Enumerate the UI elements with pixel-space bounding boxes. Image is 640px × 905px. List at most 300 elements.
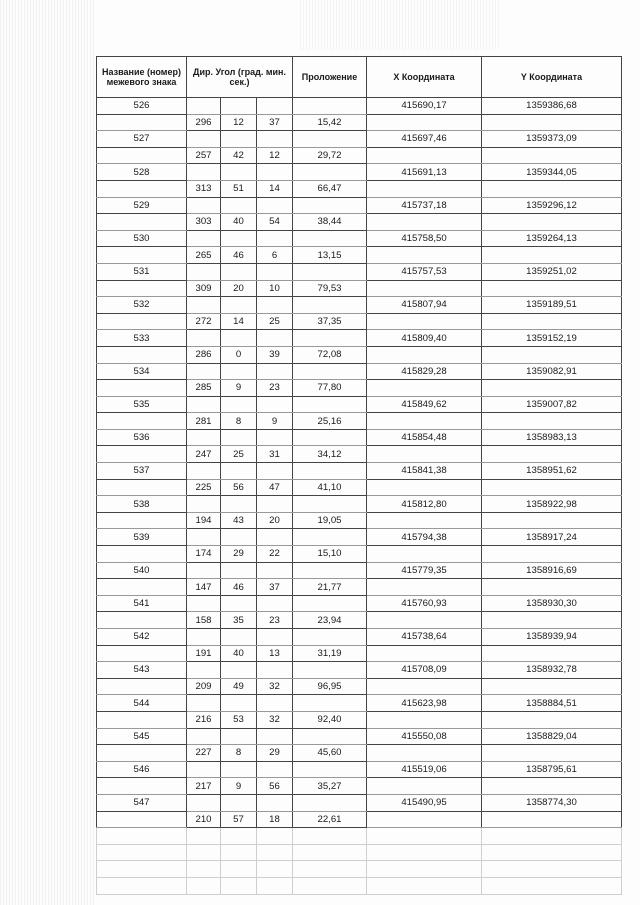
empty-cell: [257, 695, 293, 712]
angle-degrees-cell: 313: [187, 180, 221, 197]
table-row: [97, 479, 622, 496]
empty-cell: [97, 280, 187, 297]
angle-degrees-cell: 209: [187, 678, 221, 695]
angle-degrees-cell: 217: [187, 778, 221, 795]
empty-cell: [221, 98, 257, 115]
empty-cell: [293, 761, 367, 778]
faded-table-row: [97, 861, 622, 878]
empty-cell: [97, 612, 187, 629]
empty-cell: [293, 330, 367, 347]
empty-cell: [293, 562, 367, 579]
table-row: [97, 728, 622, 745]
distance-cell: 22,61: [293, 811, 367, 828]
angle-minutes-cell: 9: [221, 380, 257, 397]
angle-minutes-cell: 57: [221, 811, 257, 828]
empty-cell: [97, 346, 187, 363]
empty-cell: [97, 861, 187, 878]
empty-cell: [187, 396, 221, 413]
empty-cell: [367, 678, 482, 695]
empty-cell: [482, 147, 622, 164]
angle-degrees-cell: 216: [187, 711, 221, 728]
angle-minutes-cell: 40: [221, 645, 257, 662]
mark-name-cell: 544: [97, 695, 187, 712]
angle-minutes-cell: 35: [221, 612, 257, 629]
y-coordinate-cell: 1359007,82: [482, 396, 622, 413]
angle-minutes-cell: 29: [221, 546, 257, 563]
empty-cell: [257, 662, 293, 679]
empty-cell: [187, 98, 221, 115]
table-row: [97, 695, 622, 712]
angle-seconds-cell: 56: [257, 778, 293, 795]
empty-cell: [97, 512, 187, 529]
distance-cell: 23,94: [293, 612, 367, 629]
empty-cell: [187, 429, 221, 446]
empty-cell: [257, 844, 293, 861]
table-row: [97, 662, 622, 679]
empty-cell: [482, 811, 622, 828]
scan-noise-left: [0, 0, 96, 905]
angle-minutes-cell: 42: [221, 147, 257, 164]
y-coordinate-cell: 1358951,62: [482, 463, 622, 480]
empty-cell: [367, 745, 482, 762]
angle-minutes-cell: 49: [221, 678, 257, 695]
empty-cell: [367, 147, 482, 164]
distance-cell: 13,15: [293, 247, 367, 264]
empty-cell: [257, 529, 293, 546]
angle-seconds-cell: 31: [257, 446, 293, 463]
empty-cell: [221, 828, 257, 845]
angle-seconds-cell: 39: [257, 346, 293, 363]
mark-name-cell: 540: [97, 562, 187, 579]
empty-cell: [293, 861, 367, 878]
table-row: [97, 546, 622, 563]
x-coordinate-cell: 415779,35: [367, 562, 482, 579]
angle-seconds-cell: 37: [257, 579, 293, 596]
x-coordinate-cell: 415490,95: [367, 794, 482, 811]
empty-cell: [367, 479, 482, 496]
empty-cell: [367, 413, 482, 430]
empty-cell: [221, 761, 257, 778]
empty-cell: [257, 396, 293, 413]
empty-cell: [482, 313, 622, 330]
angle-degrees-cell: 227: [187, 745, 221, 762]
table-row: [97, 645, 622, 662]
mark-name-cell: 533: [97, 330, 187, 347]
distance-cell: 41,10: [293, 479, 367, 496]
y-coordinate-cell: 1358774,30: [482, 794, 622, 811]
empty-cell: [482, 247, 622, 264]
empty-cell: [221, 662, 257, 679]
y-coordinate-cell: 1358917,24: [482, 529, 622, 546]
x-coordinate-cell: 415690,17: [367, 98, 482, 115]
empty-cell: [187, 595, 221, 612]
angle-seconds-cell: 54: [257, 214, 293, 231]
empty-cell: [257, 629, 293, 646]
angle-seconds-cell: 47: [257, 479, 293, 496]
empty-cell: [367, 512, 482, 529]
empty-cell: [482, 512, 622, 529]
empty-cell: [367, 861, 482, 878]
angle-seconds-cell: 10: [257, 280, 293, 297]
table-row: [97, 711, 622, 728]
y-coordinate-cell: 1359386,68: [482, 98, 622, 115]
empty-cell: [97, 844, 187, 861]
table-row: [97, 761, 622, 778]
empty-cell: [293, 794, 367, 811]
empty-cell: [367, 579, 482, 596]
empty-cell: [187, 330, 221, 347]
empty-cell: [293, 828, 367, 845]
header-direction-angle: Дир. Угол (град. мин. сек.): [187, 57, 293, 98]
empty-cell: [257, 728, 293, 745]
table-row: [97, 496, 622, 513]
x-coordinate-cell: 415849,62: [367, 396, 482, 413]
mark-name-cell: 547: [97, 794, 187, 811]
empty-cell: [221, 164, 257, 181]
faded-table-row: [97, 844, 622, 861]
empty-cell: [221, 496, 257, 513]
empty-cell: [187, 728, 221, 745]
empty-cell: [97, 313, 187, 330]
mark-name-cell: 530: [97, 230, 187, 247]
angle-degrees-cell: 191: [187, 645, 221, 662]
empty-cell: [187, 844, 221, 861]
empty-cell: [97, 778, 187, 795]
angle-degrees-cell: 210: [187, 811, 221, 828]
empty-cell: [293, 263, 367, 280]
empty-cell: [293, 595, 367, 612]
empty-cell: [482, 844, 622, 861]
angle-seconds-cell: 9: [257, 413, 293, 430]
y-coordinate-cell: 1359344,05: [482, 164, 622, 181]
table-row: [97, 595, 622, 612]
empty-cell: [293, 297, 367, 314]
y-coordinate-cell: 1359264,13: [482, 230, 622, 247]
mark-name-cell: 537: [97, 463, 187, 480]
empty-cell: [367, 612, 482, 629]
empty-cell: [367, 180, 482, 197]
angle-seconds-cell: 12: [257, 147, 293, 164]
empty-cell: [482, 778, 622, 795]
y-coordinate-cell: 1359189,51: [482, 297, 622, 314]
empty-cell: [221, 877, 257, 894]
empty-cell: [97, 579, 187, 596]
mark-name-cell: 531: [97, 263, 187, 280]
empty-cell: [221, 844, 257, 861]
table-row: [97, 629, 622, 646]
empty-cell: [97, 413, 187, 430]
empty-cell: [367, 645, 482, 662]
angle-minutes-cell: 12: [221, 114, 257, 131]
empty-cell: [97, 546, 187, 563]
empty-cell: [221, 330, 257, 347]
boundary-marks-table: [96, 56, 622, 895]
x-coordinate-cell: 415807,94: [367, 297, 482, 314]
empty-cell: [187, 197, 221, 214]
empty-cell: [293, 131, 367, 148]
distance-cell: 34,12: [293, 446, 367, 463]
empty-cell: [482, 711, 622, 728]
empty-cell: [367, 313, 482, 330]
empty-cell: [187, 695, 221, 712]
table-row: [97, 562, 622, 579]
empty-cell: [482, 877, 622, 894]
angle-minutes-cell: 40: [221, 214, 257, 231]
empty-cell: [97, 678, 187, 695]
empty-cell: [257, 297, 293, 314]
y-coordinate-cell: 1358983,13: [482, 429, 622, 446]
empty-cell: [97, 380, 187, 397]
x-coordinate-cell: 415550,08: [367, 728, 482, 745]
empty-cell: [97, 828, 187, 845]
table-row: [97, 98, 622, 115]
distance-cell: 29,72: [293, 147, 367, 164]
empty-cell: [221, 695, 257, 712]
x-coordinate-cell: 415708,09: [367, 662, 482, 679]
angle-minutes-cell: 25: [221, 446, 257, 463]
header-distance: Проложение: [293, 57, 367, 98]
empty-cell: [187, 363, 221, 380]
empty-cell: [482, 479, 622, 496]
x-coordinate-cell: 415757,53: [367, 263, 482, 280]
empty-cell: [221, 230, 257, 247]
empty-cell: [257, 363, 293, 380]
empty-cell: [187, 164, 221, 181]
empty-cell: [257, 230, 293, 247]
empty-cell: [293, 98, 367, 115]
angle-minutes-cell: 53: [221, 711, 257, 728]
faded-table-row: [97, 877, 622, 894]
empty-cell: [293, 230, 367, 247]
table-row: [97, 529, 622, 546]
x-coordinate-cell: 415737,18: [367, 197, 482, 214]
empty-cell: [482, 214, 622, 231]
empty-cell: [221, 529, 257, 546]
empty-cell: [482, 612, 622, 629]
table-row: [97, 230, 622, 247]
angle-minutes-cell: 56: [221, 479, 257, 496]
mark-name-cell: 529: [97, 197, 187, 214]
table-row: [97, 512, 622, 529]
empty-cell: [257, 197, 293, 214]
y-coordinate-cell: 1359373,09: [482, 131, 622, 148]
empty-cell: [257, 877, 293, 894]
distance-cell: 25,16: [293, 413, 367, 430]
table-row: [97, 678, 622, 695]
angle-degrees-cell: 257: [187, 147, 221, 164]
empty-cell: [482, 346, 622, 363]
x-coordinate-cell: 415809,40: [367, 330, 482, 347]
empty-cell: [482, 645, 622, 662]
empty-cell: [293, 877, 367, 894]
empty-cell: [293, 496, 367, 513]
empty-cell: [97, 446, 187, 463]
table-row: [97, 429, 622, 446]
angle-minutes-cell: 0: [221, 346, 257, 363]
table-row: [97, 463, 622, 480]
distance-cell: 96,95: [293, 678, 367, 695]
empty-cell: [97, 877, 187, 894]
angle-degrees-cell: 303: [187, 214, 221, 231]
angle-degrees-cell: 194: [187, 512, 221, 529]
distance-cell: 77,80: [293, 380, 367, 397]
angle-minutes-cell: 9: [221, 778, 257, 795]
angle-seconds-cell: 13: [257, 645, 293, 662]
empty-cell: [482, 861, 622, 878]
empty-cell: [367, 546, 482, 563]
empty-cell: [221, 794, 257, 811]
empty-cell: [293, 396, 367, 413]
angle-minutes-cell: 46: [221, 247, 257, 264]
empty-cell: [221, 861, 257, 878]
mark-name-cell: 538: [97, 496, 187, 513]
empty-cell: [482, 413, 622, 430]
y-coordinate-cell: 1359251,02: [482, 263, 622, 280]
x-coordinate-cell: 415758,50: [367, 230, 482, 247]
empty-cell: [257, 496, 293, 513]
angle-degrees-cell: 247: [187, 446, 221, 463]
angle-degrees-cell: 265: [187, 247, 221, 264]
angle-degrees-cell: 174: [187, 546, 221, 563]
empty-cell: [97, 645, 187, 662]
empty-cell: [187, 463, 221, 480]
y-coordinate-cell: 1358795,61: [482, 761, 622, 778]
y-coordinate-cell: 1358932,78: [482, 662, 622, 679]
angle-seconds-cell: 32: [257, 678, 293, 695]
empty-cell: [257, 828, 293, 845]
empty-cell: [97, 180, 187, 197]
empty-cell: [187, 629, 221, 646]
distance-cell: 15,10: [293, 546, 367, 563]
empty-cell: [187, 496, 221, 513]
angle-seconds-cell: 20: [257, 512, 293, 529]
empty-cell: [367, 247, 482, 264]
angle-degrees-cell: 286: [187, 346, 221, 363]
mark-name-cell: 542: [97, 629, 187, 646]
distance-cell: 15,42: [293, 114, 367, 131]
empty-cell: [293, 463, 367, 480]
empty-cell: [221, 463, 257, 480]
empty-cell: [482, 678, 622, 695]
distance-cell: 38,44: [293, 214, 367, 231]
empty-cell: [367, 778, 482, 795]
empty-cell: [187, 877, 221, 894]
angle-degrees-cell: 309: [187, 280, 221, 297]
x-coordinate-cell: 415697,46: [367, 131, 482, 148]
empty-cell: [367, 828, 482, 845]
empty-cell: [97, 214, 187, 231]
empty-cell: [97, 114, 187, 131]
empty-cell: [187, 861, 221, 878]
empty-cell: [97, 711, 187, 728]
empty-cell: [257, 861, 293, 878]
empty-cell: [257, 263, 293, 280]
table-header-row: [97, 57, 622, 98]
angle-minutes-cell: 8: [221, 745, 257, 762]
table-row: [97, 131, 622, 148]
empty-cell: [187, 761, 221, 778]
empty-cell: [221, 728, 257, 745]
empty-cell: [482, 745, 622, 762]
empty-cell: [482, 446, 622, 463]
angle-degrees-cell: 225: [187, 479, 221, 496]
x-coordinate-cell: 415854,48: [367, 429, 482, 446]
angle-minutes-cell: 20: [221, 280, 257, 297]
empty-cell: [482, 280, 622, 297]
table-row: [97, 247, 622, 264]
mark-name-cell: 528: [97, 164, 187, 181]
empty-cell: [257, 463, 293, 480]
x-coordinate-cell: 415738,64: [367, 629, 482, 646]
empty-cell: [293, 197, 367, 214]
x-coordinate-cell: 415760,93: [367, 595, 482, 612]
angle-minutes-cell: 14: [221, 313, 257, 330]
y-coordinate-cell: 1358916,69: [482, 562, 622, 579]
mark-name-cell: 527: [97, 131, 187, 148]
table-row: [97, 612, 622, 629]
angle-minutes-cell: 8: [221, 413, 257, 430]
empty-cell: [257, 429, 293, 446]
empty-cell: [367, 811, 482, 828]
empty-cell: [293, 844, 367, 861]
empty-cell: [187, 131, 221, 148]
mark-name-cell: 546: [97, 761, 187, 778]
scan-noise-top: [300, 0, 500, 50]
empty-cell: [221, 131, 257, 148]
empty-cell: [257, 164, 293, 181]
empty-cell: [367, 446, 482, 463]
table-row: [97, 280, 622, 297]
empty-cell: [257, 562, 293, 579]
angle-seconds-cell: 23: [257, 380, 293, 397]
y-coordinate-cell: 1358922,98: [482, 496, 622, 513]
empty-cell: [482, 114, 622, 131]
empty-cell: [221, 629, 257, 646]
angle-seconds-cell: 37: [257, 114, 293, 131]
angle-seconds-cell: 29: [257, 745, 293, 762]
table-body: [97, 98, 622, 895]
empty-cell: [367, 114, 482, 131]
angle-seconds-cell: 22: [257, 546, 293, 563]
distance-cell: 79,53: [293, 280, 367, 297]
empty-cell: [97, 147, 187, 164]
empty-cell: [221, 263, 257, 280]
empty-cell: [367, 711, 482, 728]
table-row: [97, 363, 622, 380]
y-coordinate-cell: 1359152,19: [482, 330, 622, 347]
empty-cell: [187, 662, 221, 679]
table-row: [97, 197, 622, 214]
table-row: [97, 380, 622, 397]
empty-cell: [187, 529, 221, 546]
empty-cell: [257, 794, 293, 811]
empty-cell: [97, 479, 187, 496]
empty-cell: [367, 877, 482, 894]
angle-seconds-cell: 23: [257, 612, 293, 629]
mark-name-cell: 539: [97, 529, 187, 546]
empty-cell: [293, 164, 367, 181]
table-row: [97, 297, 622, 314]
empty-cell: [187, 297, 221, 314]
x-coordinate-cell: 415829,28: [367, 363, 482, 380]
empty-cell: [293, 629, 367, 646]
distance-cell: 35,27: [293, 778, 367, 795]
x-coordinate-cell: 415623,98: [367, 695, 482, 712]
empty-cell: [293, 728, 367, 745]
angle-seconds-cell: 32: [257, 711, 293, 728]
empty-cell: [187, 562, 221, 579]
empty-cell: [221, 396, 257, 413]
